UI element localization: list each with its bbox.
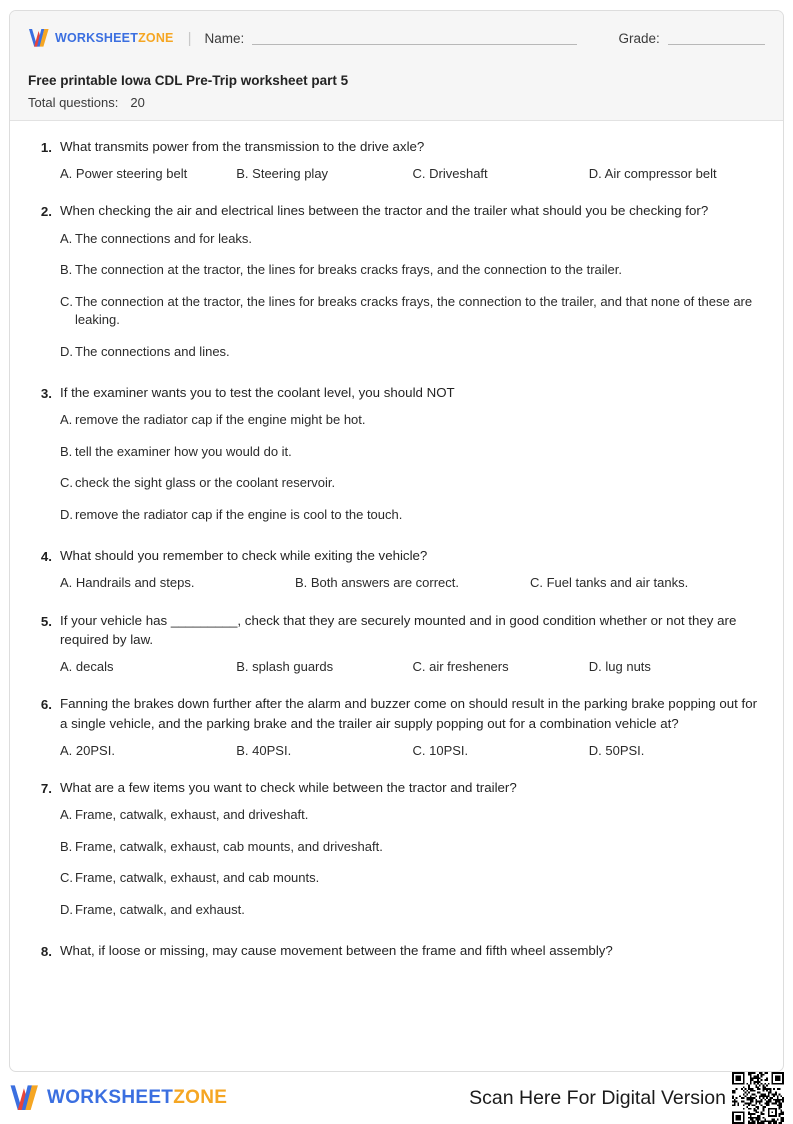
answer-key: C. [412,742,426,758]
question-spacer [28,365,765,383]
answer-value: 20PSI. [75,742,115,758]
answer-key: C. [412,659,426,675]
answer-key: D. [60,901,73,917]
answer-value: lug nuts [605,659,651,675]
answer-options [60,574,765,592]
answer-value: remove the radiator cap if the engine might be hot. [75,412,366,428]
answer-option[interactable] [60,261,765,279]
worksheet-zone-logo [28,28,174,48]
answer-option[interactable] [413,742,589,760]
answer-options [60,165,765,183]
answer-value: 50PSI. [605,742,645,758]
answer-value: decals [75,659,114,675]
page-title: Free printable Iowa CDL Pre-Trip worksheet part 5 [28,73,349,88]
answer-value: Frame, catwalk, exhaust, and driveshaft. [75,807,309,823]
answer-value: Frame, catwalk, exhaust, and cab mounts. [75,870,320,886]
question-item [28,546,765,592]
answer-key: A. [60,575,73,591]
answer-value: Power steering belt [75,166,188,182]
answer-option[interactable] [236,742,412,760]
answer-option[interactable] [60,165,236,183]
question-spacer [28,923,765,941]
question-text: If your vehicle has _________, check that they are securely mounted and in good condition whether or not they are required by law. [60,612,737,647]
question-number: 7. [40,780,52,796]
worksheet-header [10,11,783,121]
answer-key: C. [60,870,73,886]
answer-option[interactable] [60,506,765,524]
total-questions [28,95,765,110]
answer-options [60,658,765,676]
answer-option[interactable] [589,742,765,760]
answer-key: D. [60,343,73,359]
answer-option[interactable] [60,901,765,919]
answer-option[interactable] [413,165,589,183]
answer-option[interactable] [60,869,765,887]
answer-option[interactable] [589,165,765,183]
answer-value: remove the radiator cap if the engine is cool to the touch. [75,506,403,522]
header-identity-row [28,25,765,51]
answer-option[interactable] [60,443,765,461]
answer-option[interactable] [589,658,765,676]
answer-key: D. [60,506,73,522]
questions-list [10,121,783,961]
question-number: 8. [40,944,52,960]
answer-value: Both answers are correct. [310,575,460,591]
answer-key: B. [236,166,249,182]
answer-key: B. [294,575,308,591]
answer-key: C. [412,166,426,182]
answer-key: D. [588,659,602,675]
question-body [60,611,765,677]
question-number: 4. [40,549,52,565]
answer-option[interactable] [60,806,765,824]
scan-prompt-text: Scan Here For Digital Version [469,1086,726,1109]
header-divider: | [187,29,192,47]
answer-key: B. [60,443,73,459]
name-field-group [205,31,577,46]
answer-key: A. [60,230,73,246]
answer-options [60,230,765,361]
worksheet-footer [9,1076,784,1120]
answer-option[interactable] [60,411,765,429]
question-body [60,778,765,919]
answer-option[interactable] [60,293,765,330]
answer-value: check the sight glass or the coolant reservoir. [75,475,336,491]
question-number: 2. [40,204,52,220]
answer-option[interactable] [236,165,412,183]
question-text: What should you remember to check while exiting the vehicle? [60,548,428,564]
name-label: Name: [204,30,245,46]
question-body [60,383,765,524]
answer-value: Frame, catwalk, exhaust, cab mounts, and driveshaft. [75,838,383,854]
answer-value: tell the examiner how you would do it. [75,443,292,459]
question-item [28,778,765,919]
logo-word-worksheet: WORKSHEET [55,31,139,45]
answer-value: Steering play [252,166,329,182]
question-body [60,201,765,361]
answer-value: Fuel tanks and air tanks. [546,575,689,591]
answer-key: A. [60,742,73,758]
answer-value: air fresheners [429,659,509,675]
question-item [28,201,765,361]
question-number: 6. [40,697,52,713]
name-input-line[interactable] [252,31,576,45]
question-body [60,941,765,960]
answer-option[interactable] [60,838,765,856]
question-item [28,941,765,961]
answer-value: Driveshaft [429,166,488,182]
total-questions-value: 20 [130,95,145,111]
question-text: If the examiner wants you to test the coolant level, you should NOT [60,384,455,400]
question-spacer [28,680,765,694]
question-spacer [28,528,765,546]
answer-key: B. [236,742,249,758]
answer-options [60,411,765,524]
answer-option[interactable] [60,658,236,676]
answer-key: D. [588,742,602,758]
total-questions-label: Total questions: [28,95,119,111]
footer-worksheet-zone-logo-icon [9,1084,40,1112]
answer-value: The connections and for leaks. [75,230,253,246]
question-number: 1. [40,140,52,155]
answer-value: splash guards [252,659,334,675]
answer-key: D. [588,166,602,182]
worksheet-card [9,10,784,1072]
answer-option[interactable] [60,474,765,492]
grade-label: Grade: [618,30,660,46]
answer-option[interactable] [60,574,295,592]
footer-worksheet-zone-logo [9,1084,227,1112]
logo-word-zone: ZONE [138,31,174,45]
question-body [60,137,765,183]
footer-logo-word-worksheet: WORKSHEET [47,1087,174,1108]
answer-value: The connections and lines. [75,343,230,359]
answer-value: Handrails and steps. [75,575,195,591]
answer-key: A. [60,166,73,182]
question-body [60,694,765,760]
question-item [28,137,765,183]
answer-option[interactable] [295,574,530,592]
answer-value: 40PSI. [252,742,292,758]
answer-key: C. [60,475,73,491]
question-text: When checking the air and electrical lines between the tractor and the trailer what should you be checking for? [60,203,709,219]
answer-value: 10PSI. [429,742,469,758]
logo-wordmark [55,31,174,45]
question-item [28,383,765,524]
answer-option[interactable] [60,742,236,760]
answer-key: A. [60,807,73,823]
question-spacer [28,597,765,611]
answer-key: B. [60,838,73,854]
question-spacer [28,187,765,201]
answer-option[interactable] [413,658,589,676]
answer-key: B. [60,262,73,278]
answer-key: B. [236,659,249,675]
footer-logo-word-zone: ZONE [173,1087,228,1108]
answer-value: The connection at the tractor, the lines for breaks cracks frays, and the connection to the trailer. [75,262,623,278]
footer-logo-wordmark [47,1087,227,1109]
answer-key: A. [60,659,73,675]
answer-option[interactable] [236,658,412,676]
qr-code-icon[interactable] [732,1072,784,1124]
question-spacer [28,764,765,778]
answer-option[interactable] [530,574,765,592]
question-text: What, if loose or missing, may cause movement between the frame and fifth wheel assembly? [60,943,613,959]
answer-key: A. [60,412,73,428]
grade-field-group [619,31,766,46]
answer-options [60,806,765,919]
question-item [28,694,765,760]
answer-option[interactable] [60,343,765,361]
answer-options [60,742,765,760]
question-text: What are a few items you want to check while between the tractor and trailer? [60,779,517,795]
answer-option[interactable] [60,230,765,248]
answer-key: C. [60,293,73,309]
question-number: 3. [40,385,52,401]
question-text: Fanning the brakes down further after the alarm and buzzer come on should result in the parking brake popping out for a single vehicle, and the parking brake and the trailer air supply popping out for a combination vehicle at? [60,696,758,731]
answer-value: Frame, catwalk, and exhaust. [75,901,245,917]
question-number: 5. [40,613,52,629]
answer-value: Air compressor belt [604,166,717,182]
question-item [28,611,765,677]
worksheet-zone-logo-icon [28,28,50,48]
question-text: What transmits power from the transmission to the drive axle? [60,139,425,154]
answer-value: The connection at the tractor, the lines for breaks cracks frays, the connection to the trailer, and that none of these are leaking. [75,293,753,328]
grade-input-line[interactable] [668,31,765,45]
question-body [60,546,765,592]
answer-key: C. [529,575,543,591]
